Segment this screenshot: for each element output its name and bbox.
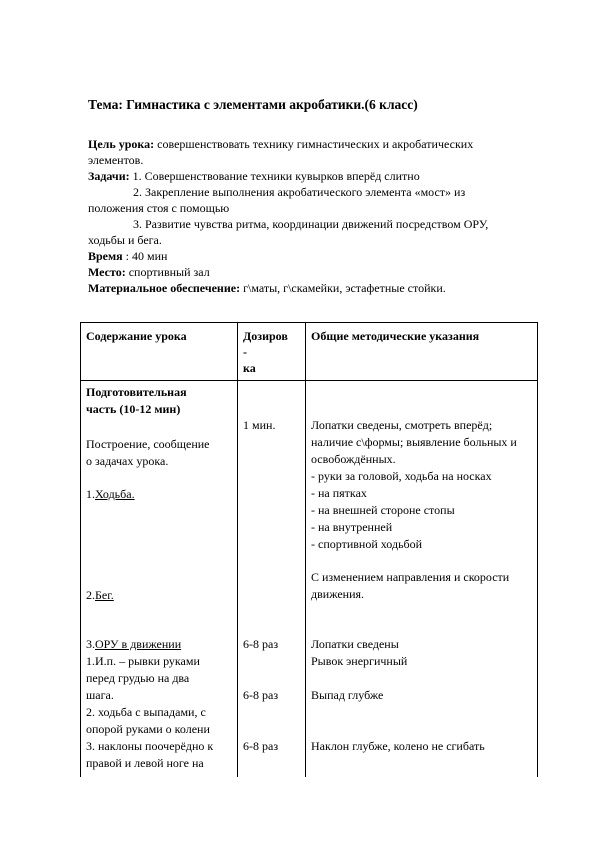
table-border-right <box>537 322 538 777</box>
table-border-left <box>80 322 81 777</box>
note-4: - руки за головой, ходьба на носках <box>311 469 492 483</box>
note-13: Выпад глубже <box>311 688 384 702</box>
task-2-line-2: положения стоя с помощью <box>88 201 230 215</box>
material-label: Материальное обеспечение: <box>88 281 241 295</box>
note-11: Лопатки сведены <box>311 637 399 651</box>
table-col-divider-2 <box>305 322 306 777</box>
lesson-table <box>80 322 538 777</box>
time-value: : 40 мин <box>122 249 168 263</box>
page-title: Тема: Гимнастика с элементами акробатики.(6 класс) <box>88 97 418 112</box>
place-label: Место: <box>88 265 126 279</box>
prep-part-title-1: Подготовительная <box>86 385 187 399</box>
table-border-top <box>80 322 538 323</box>
task-3-line-2: ходьбы и бега. <box>88 233 162 247</box>
run-label: Бег. <box>95 588 114 602</box>
prep-part-title-2: часть (10-12 мин) <box>86 402 181 416</box>
header-notes: Общие методические указания <box>311 329 480 343</box>
note-12: Рывок энергичный <box>311 654 408 668</box>
header-dose-end: ка <box>243 361 256 375</box>
material-line <box>88 280 446 296</box>
goal-line-1 <box>88 136 473 152</box>
build-text-2: о задачах урока. <box>86 454 169 468</box>
exercise-1-line-2: перед грудью на два <box>86 671 190 685</box>
table-header-divider <box>80 380 538 381</box>
dose-oru-2: 6-8 раз <box>243 688 279 702</box>
oru-number: 3. <box>86 637 95 651</box>
tasks-label: Задачи: <box>88 169 130 183</box>
place-value: спортивный зал <box>125 265 210 279</box>
exercise-2-line-2: опорой руками о колени <box>86 722 210 736</box>
header-dose-hyphen: - <box>243 345 247 359</box>
exercise-2-line-1: 2. ходьба с выпадами, с <box>86 705 206 719</box>
oru-label: ОРУ в движении <box>95 637 182 651</box>
walk-item <box>86 486 135 503</box>
note-14: Наклон глубже, колено не сгибать <box>311 739 485 753</box>
material-value: г\маты, г\скамейки, эстафетные стойки. <box>240 281 446 295</box>
exercise-3-line-2: правой и левой ноге на <box>86 756 204 770</box>
goal-text: совершенствовать технику гимнастических и акробатических <box>154 137 474 151</box>
place-line <box>88 264 210 280</box>
tasks-line-1 <box>88 168 420 184</box>
task-1: 1. Совершенствование техники кувырков вперёд слитно <box>129 169 420 183</box>
note-7: - на внутренней <box>311 520 393 534</box>
header-content: Содержание урока <box>86 329 187 343</box>
build-text-1: Построение, сообщение <box>86 437 210 451</box>
note-3: освобождённых. <box>311 452 396 466</box>
goal-label: Цель урока: <box>88 137 155 151</box>
walk-label: Ходьба. <box>95 487 135 501</box>
time-line <box>88 248 167 264</box>
run-item <box>86 587 114 604</box>
time-label: Время <box>88 249 123 263</box>
goal-line-2: элементов. <box>88 153 144 167</box>
run-number: 2. <box>86 588 95 602</box>
note-6: - на внешней стороне стопы <box>311 503 455 517</box>
task-3-line-1: 3. Развитие чувства ритма, координации движений посредством ОРУ, <box>133 217 489 231</box>
oru-item <box>86 636 181 653</box>
exercise-1-line-1: 1.И.п. – рывки руками <box>86 654 200 668</box>
dose-oru-1: 6-8 раз <box>243 637 279 651</box>
dose-walk: 1 мин. <box>243 418 276 432</box>
exercise-3-line-1: 3. наклоны поочерёдно к <box>86 739 214 753</box>
dose-oru-3: 6-8 раз <box>243 739 279 753</box>
walk-number: 1. <box>86 487 95 501</box>
task-2-line-1: 2. Закрепление выполнения акробатического элемента «мост» из <box>133 185 466 199</box>
note-1: Лопатки сведены, смотреть вперёд; <box>311 418 493 432</box>
note-8: - спортивной ходьбой <box>311 537 423 551</box>
note-9: С изменением направления и скорости <box>311 570 510 584</box>
header-dose: Дозиров <box>243 329 288 343</box>
note-10: движения. <box>311 587 365 601</box>
table-col-divider-1 <box>237 322 238 777</box>
note-2: наличие с\формы; выявление больных и <box>311 435 517 449</box>
exercise-1-line-3: шага. <box>86 688 114 702</box>
note-5: - на пятках <box>311 486 367 500</box>
